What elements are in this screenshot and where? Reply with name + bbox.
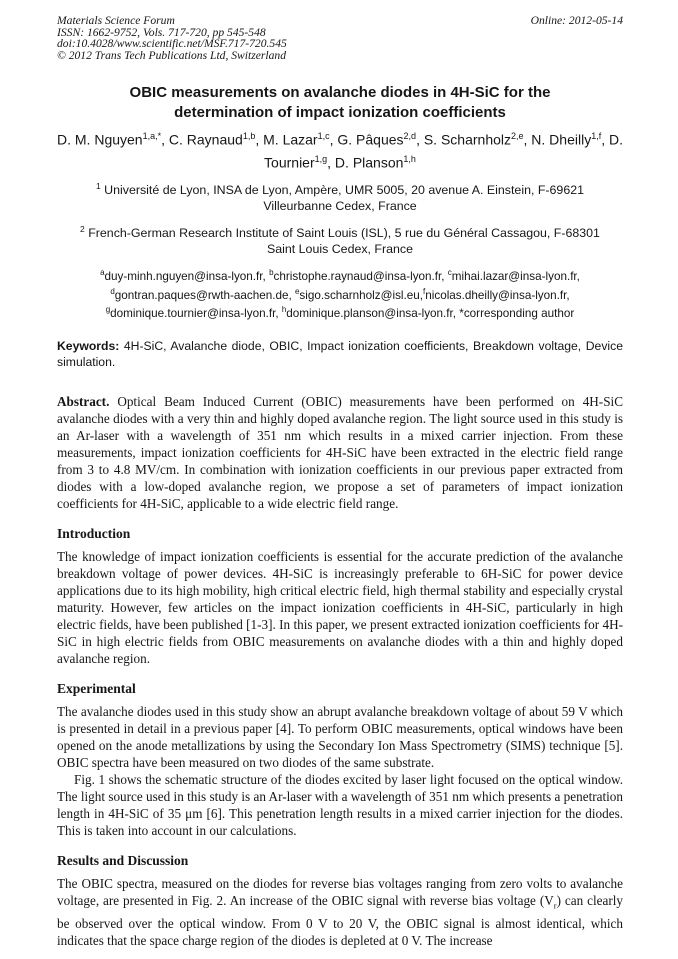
abstract-paragraph: Abstract. Optical Beam Induced Current (OBIC) measurements have been performed on 4H-SiC avalanche diodes with a very thin and highly doped avalanche region. The light source used in this study is an Ar-laser with a wavelength of 351 nm which results in a mixed carrier injection. From these measurements, impact ionization coefficients for 4H-SiC have been extracted in the electric field range from 3 to 4.8 MV/cm. In combination with ionization coefficients in our previous paper extracted from diodes with a low-doped avalanche region, we propose a set of parameters of impact ionization coefficients for 4H-SiC, applicable to a wide electric field range. bbox=[57, 393, 623, 511]
results-paragraph: The OBIC spectra, measured on the diodes for reverse bias voltages ranging from zero volts to avalanche voltage, are presented in Fig. 2. An increase of the OBIC signal with reverse bias voltage $(V_r)$ can clearly be observed over the optical window. From 0 V to 20 V, the OBIC signal is almost identical, which indicates that the space charge region of the diodes is depleted at 0 V. The increase bbox=[57, 875, 623, 948]
paper-title: OBIC measurements on avalanche diodes in 4H-SiC for the determination of impact ionization coefficients bbox=[129, 83, 551, 121]
online-date: Online: 2012-05-14 bbox=[530, 14, 623, 27]
keywords-line: Keywords: 4H-SiC, Avalanche diode, OBIC, Impact ionization coefficients, Breakdown voltage, Device simulation. bbox=[57, 338, 623, 369]
authors-line: D. M. Nguyen$^{1,a,*}$, C. Raynaud$^{1,b}$, M. Lazar$^{1,c}$, G. Pâques$^{2,d}$, S. Scharnholz$^{2,e}$, N. Dheilly$^{1,f}$, D. Tournier$^{1,g}$, D. Planson$^{1,h}$ bbox=[57, 130, 623, 172]
journal-issn-line: ISSN: 1662-9752, Vols. 717-720, pp 545-548 bbox=[57, 25, 266, 39]
affiliation-2: $^2$ French-German Research Institute of Saint Louis (ISL), 5 rue du Général Cassagou, F-68301 Saint Louis Cedex, France bbox=[80, 224, 600, 257]
section-heading-experimental: Experimental bbox=[57, 680, 136, 696]
affiliation-1: $^1$ Université de Lyon, INSA de Lyon, Ampère, UMR 5005, 20 avenue A. Einstein, F-69621 Villeurbanne Cedex, France bbox=[95, 181, 584, 214]
section-heading-introduction: Introduction bbox=[57, 525, 131, 541]
journal-header bbox=[57, 15, 623, 62]
introduction-paragraph: The knowledge of impact ionization coefficients is essential for the accurate prediction of the avalanche breakdown voltage of power devices. 4H-SiC is increasingly preferable to 6H-SiC for power device applications due to its high mobility, high critical electric field, high thermal stability and especially crystal maturity. However, few articles on the impact ionization coefficients in 4H-SiC, particularly in high electric fields, have been published [1-3]. In this paper, we present extracted ionization coefficients for 4H-SiC in high electric fields from OBIC measurements on avalanche diodes with a thin and highly doped avalanche region. bbox=[57, 548, 623, 666]
author-emails: $^a$duy-minh.nguyen@insa-lyon.fr, $^b$christophe.raynaud@insa-lyon.fr, $^c$mihai.lazar@insa-lyon.fr, $^d$gontran.paques@rwth-aachen.de, $^e$sigo.scharnholz@isl.eu,$^f$nicolas.dheilly@insa-lyon.fr, $^g$dominique.tournier@insa-lyon.fr, $^h$dominique.planson@insa-lyon.fr, *corresponding author bbox=[100, 268, 580, 320]
journal-copyright-line: © 2012 Trans Tech Publications Ltd, Switzerland bbox=[57, 49, 287, 63]
experimental-paragraph-2: Fig. 1 shows the schematic structure of the diodes excited by laser light focused on the optical window. The light source used in this study is an Ar-laser with a wavelength of 351 nm which presents a penetration length in 4H-SiC of 35 μm [6]. This penetration length results in a mixed carrier injection for the diodes. This is taken into account in our calculations. bbox=[57, 771, 623, 838]
journal-name: Materials Science Forum bbox=[57, 14, 175, 27]
section-heading-results: Results and Discussion bbox=[57, 852, 189, 868]
journal-header-left bbox=[57, 15, 287, 62]
journal-doi-line: doi:10.4028/www.scientific.net/MSF.717-720.545 bbox=[57, 37, 287, 51]
experimental-paragraph-1: The avalanche diodes used in this study show an abrupt avalanche breakdown voltage of about 59 V which is presented in detail in a previous paper [4]. To perform OBIC measurements, optical windows have been opened on the anode metallizations by using the Secondary Ion Mass Spectrometry (SIMS) technique [5]. OBIC spectra have been measured on two diodes of the same substrate. bbox=[57, 703, 623, 770]
